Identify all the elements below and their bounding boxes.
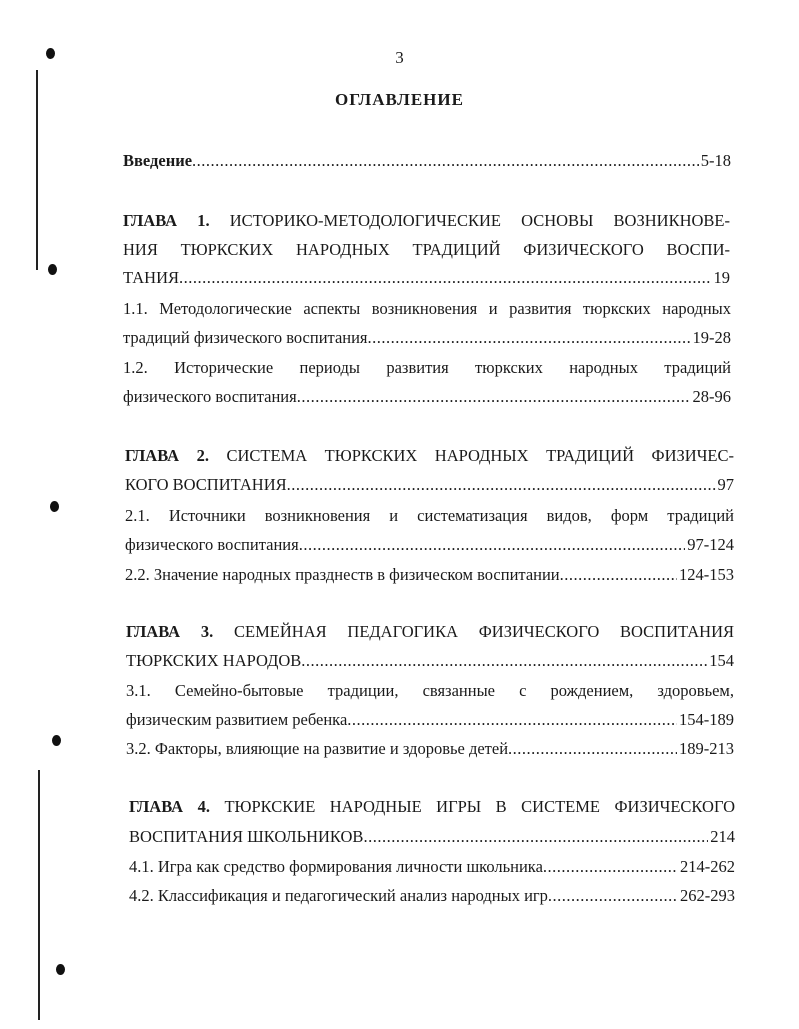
section-3-1-end bbox=[126, 710, 734, 730]
section-3-1 bbox=[126, 681, 734, 701]
chapter-2-heading-end bbox=[125, 475, 734, 495]
section-4-2-line-1: 4.2. Классификация и педагогический анализ народных игр bbox=[129, 886, 548, 905]
section-1-1 bbox=[123, 299, 731, 319]
section-1-1-pages: 19-28 bbox=[692, 328, 731, 347]
chapter-1-title-line-3: ТАНИЯ bbox=[123, 268, 180, 287]
section-2-1-line-2: физического воспитания bbox=[125, 535, 299, 554]
chapter-3-title-line-1: СЕМЕЙНАЯ ПЕДАГОГИКА ФИЗИЧЕСКОГО ВОСПИТАНИЯ bbox=[234, 622, 735, 641]
punch-hole bbox=[48, 264, 57, 275]
chapter-4-title-line-2: ВОСПИТАНИЯ ШКОЛЬНИКОВ bbox=[129, 827, 364, 846]
chapter-2-heading bbox=[125, 446, 734, 466]
section-4-1-line-1: 4.1. Игра как средство формирования личности школьника bbox=[129, 857, 543, 876]
chapter-1-heading-end bbox=[123, 268, 730, 288]
section-3-1-line-2: физическим развитием ребенка bbox=[126, 710, 348, 729]
chapter-3-label: ГЛАВА 3. bbox=[126, 622, 214, 641]
page-title: ОГЛАВЛЕНИЕ bbox=[335, 90, 464, 109]
chapter-1-heading-cont bbox=[123, 240, 730, 260]
intro-pages: 5-18 bbox=[700, 151, 731, 170]
toc-entry-intro bbox=[123, 151, 731, 171]
section-4-2-pages: 262-293 bbox=[680, 886, 735, 905]
section-2-1-line-1: 2.1. Источники возникновения и систематизация видов, форм традиций bbox=[125, 506, 734, 525]
section-3-1-pages: 154-189 bbox=[679, 710, 734, 729]
punch-hole bbox=[50, 501, 59, 512]
section-1-2-line-1: 1.2. Исторические периоды развития тюркских народных традиций bbox=[123, 358, 731, 377]
section-1-2-end bbox=[123, 387, 731, 407]
section-2-2 bbox=[125, 565, 734, 585]
section-4-2 bbox=[129, 886, 735, 906]
section-1-2-line-2: физического воспитания bbox=[123, 387, 297, 406]
chapter-3-title-line-2: ТЮРКСКИХ НАРОДОВ bbox=[126, 651, 302, 670]
chapter-2-label: ГЛАВА 2. bbox=[125, 446, 209, 465]
section-4-1 bbox=[129, 857, 735, 877]
page-edge-line bbox=[38, 770, 40, 1020]
chapter-2-pages: 97 bbox=[717, 475, 734, 494]
section-3-2 bbox=[126, 739, 734, 759]
intro-label: Введение bbox=[123, 151, 193, 170]
punch-hole bbox=[52, 735, 61, 746]
chapter-2-title-line-1: СИСТЕМА ТЮРКСКИХ НАРОДНЫХ ТРАДИЦИЙ ФИЗИЧЕС- bbox=[226, 446, 734, 465]
chapter-1-title-line-2: НИЯ ТЮРКСКИХ НАРОДНЫХ ТРАДИЦИЙ ФИЗИЧЕСКОГО ВОСПИ- bbox=[123, 240, 730, 259]
section-2-2-line-1: 2.2. Значение народных празднеств в физическом воспитании bbox=[125, 565, 560, 584]
section-4-1-pages: 214-262 bbox=[680, 857, 735, 876]
chapter-4-heading bbox=[129, 797, 735, 817]
chapter-1-pages: 19 bbox=[713, 268, 730, 287]
section-1-1-line-1: 1.1. Методологические аспекты возникновения и развития тюркских народных bbox=[123, 299, 731, 318]
chapter-1-title-line-1: ИСТОРИКО-МЕТОДОЛОГИЧЕСКИЕ ОСНОВЫ ВОЗНИКНОВЕ- bbox=[229, 211, 730, 230]
section-2-2-pages: 124-153 bbox=[679, 565, 734, 584]
chapter-1-label: ГЛАВА 1. bbox=[123, 211, 210, 230]
chapter-4-title-line-1: ТЮРКСКИЕ НАРОДНЫЕ ИГРЫ В СИСТЕМЕ ФИЗИЧЕСКОГО bbox=[224, 797, 735, 816]
section-1-1-end bbox=[123, 328, 731, 348]
section-2-1 bbox=[125, 506, 734, 526]
chapter-4-heading-end bbox=[129, 827, 735, 847]
section-3-1-line-1: 3.1. Семейно-бытовые традиции, связанные с рождением, здоровьем, bbox=[126, 681, 734, 700]
chapter-1-heading bbox=[123, 211, 730, 231]
section-1-2-pages: 28-96 bbox=[692, 387, 731, 406]
chapter-4-pages: 214 bbox=[710, 827, 735, 846]
section-2-1-pages: 97-124 bbox=[687, 535, 734, 554]
page-number: 3 bbox=[395, 48, 404, 67]
section-1-2 bbox=[123, 358, 731, 378]
chapter-3-pages: 154 bbox=[709, 651, 734, 670]
punch-hole bbox=[56, 964, 65, 975]
section-2-1-end bbox=[125, 535, 734, 555]
chapter-3-heading-end bbox=[126, 651, 734, 671]
section-3-2-line-1: 3.2. Факторы, влияющие на развитие и здоровье детей bbox=[126, 739, 509, 758]
chapter-4-label: ГЛАВА 4. bbox=[129, 797, 210, 816]
chapter-3-heading bbox=[126, 622, 734, 642]
section-3-2-pages: 189-213 bbox=[679, 739, 734, 758]
chapter-2-title-line-2: КОГО ВОСПИТАНИЯ bbox=[125, 475, 287, 494]
section-1-1-line-2: традиций физического воспитания bbox=[123, 328, 368, 347]
